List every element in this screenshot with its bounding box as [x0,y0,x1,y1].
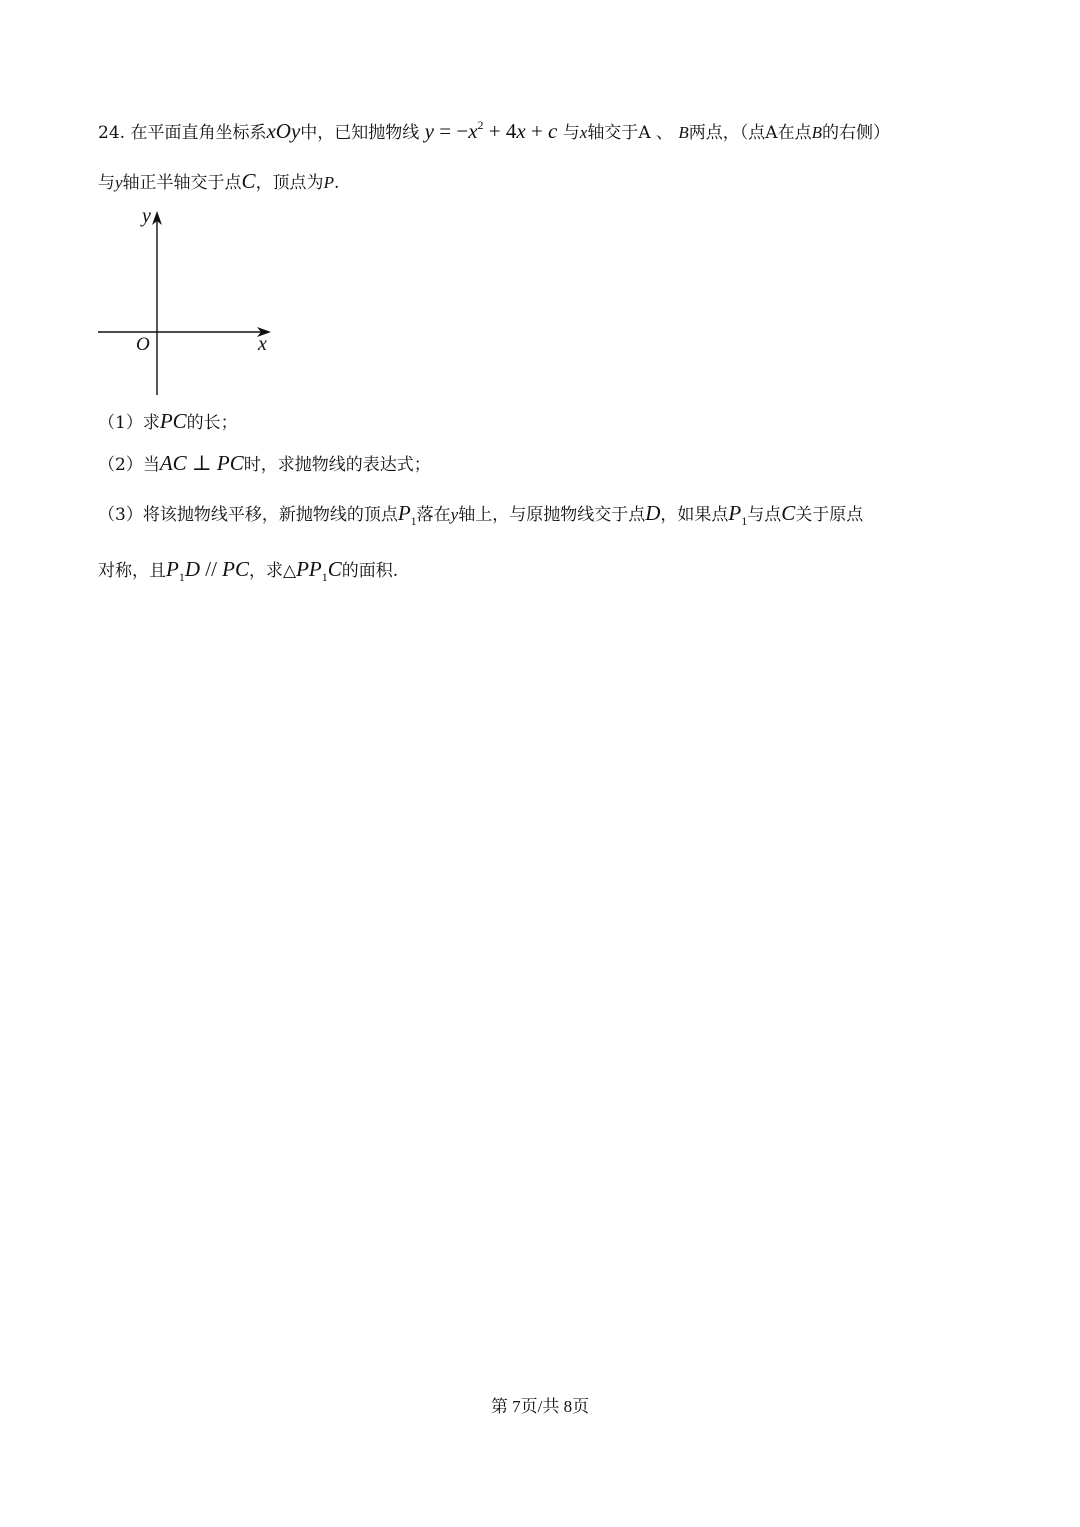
subscript: 1 [741,514,748,528]
point-label: P [166,557,179,581]
problem-line-2 [98,168,339,194]
parallel-symbol: // [200,557,223,581]
problem-line-1 [98,118,890,144]
text: 的长； [186,413,238,433]
subscript: 1 [410,514,417,528]
origin-label: O [136,334,150,355]
perpendicular-expression: AC ⊥ PC [159,451,244,475]
text: 关于原点 [795,505,864,525]
eq-op: + 4 [483,119,517,143]
var: x [579,123,588,142]
text: （3）将该抛物线平移，新抛物线的顶点 [98,505,398,525]
text: 轴交于 [587,123,639,143]
var: y [450,505,459,524]
text: 的面积. [341,561,399,581]
text: 与 [98,173,115,193]
point-label: A [638,123,651,143]
text: 与 [562,123,580,143]
point-label: D [645,501,661,525]
parabola-equation [424,118,563,143]
question-1 [98,408,238,434]
text: 与点 [747,505,782,525]
point-label: D [184,557,200,581]
point-label: C [241,169,256,193]
segment-label: PC [159,409,187,433]
coord-system: xOy [266,119,301,143]
text: 、 [650,123,679,143]
text: 在平面直角坐标系 [130,123,267,143]
point-label: B [811,123,822,142]
text: . [333,173,340,193]
point-label: B [678,123,689,142]
segment-label: PC [222,557,250,581]
text: （1）求 [98,413,160,433]
point-label: PP [296,557,322,581]
point-label: P [323,173,334,192]
point-label: C [327,557,342,581]
text: 在点 [777,123,812,143]
coordinate-axes-figure [95,203,280,403]
subscript: 1 [178,570,185,584]
eq-var: y [424,119,434,143]
point-label: P [397,501,411,525]
eq-var: c [548,119,558,143]
page-footer: 第 7页/共 8页 [490,1397,590,1416]
text: ，顶点为 [255,173,324,193]
problem-number: 24. [98,123,126,143]
question-2 [98,450,431,476]
point-label: A [765,123,778,143]
eq-op: + [525,119,549,143]
text: 时，求抛物线的表达式； [243,455,431,475]
text: 轴上，与原抛物线交于点 [458,505,646,525]
eq-op: = − [434,119,469,143]
x-axis-label: x [258,333,267,355]
text: 落在 [416,505,451,525]
text: 的右侧） [821,123,890,143]
text: 中，已知抛物线 [300,123,420,143]
y-axis-label: y [142,205,151,227]
text: 轴正半轴交于点 [122,173,242,193]
text: ，求△ [249,561,297,581]
text: 两点，（点 [688,123,766,143]
text: ，如果点 [660,505,729,525]
question-3-continued [98,556,398,585]
question-3 [98,500,863,529]
var: y [115,173,123,192]
eq-var: x [468,119,478,143]
text: 对称，且 [98,561,166,581]
subscript: 1 [321,570,328,584]
eq-var: x [516,119,526,143]
point-label: P [728,501,742,525]
text: （2）当 [98,455,160,475]
eq-exponent: 2 [477,118,484,132]
point-label: C [781,501,796,525]
